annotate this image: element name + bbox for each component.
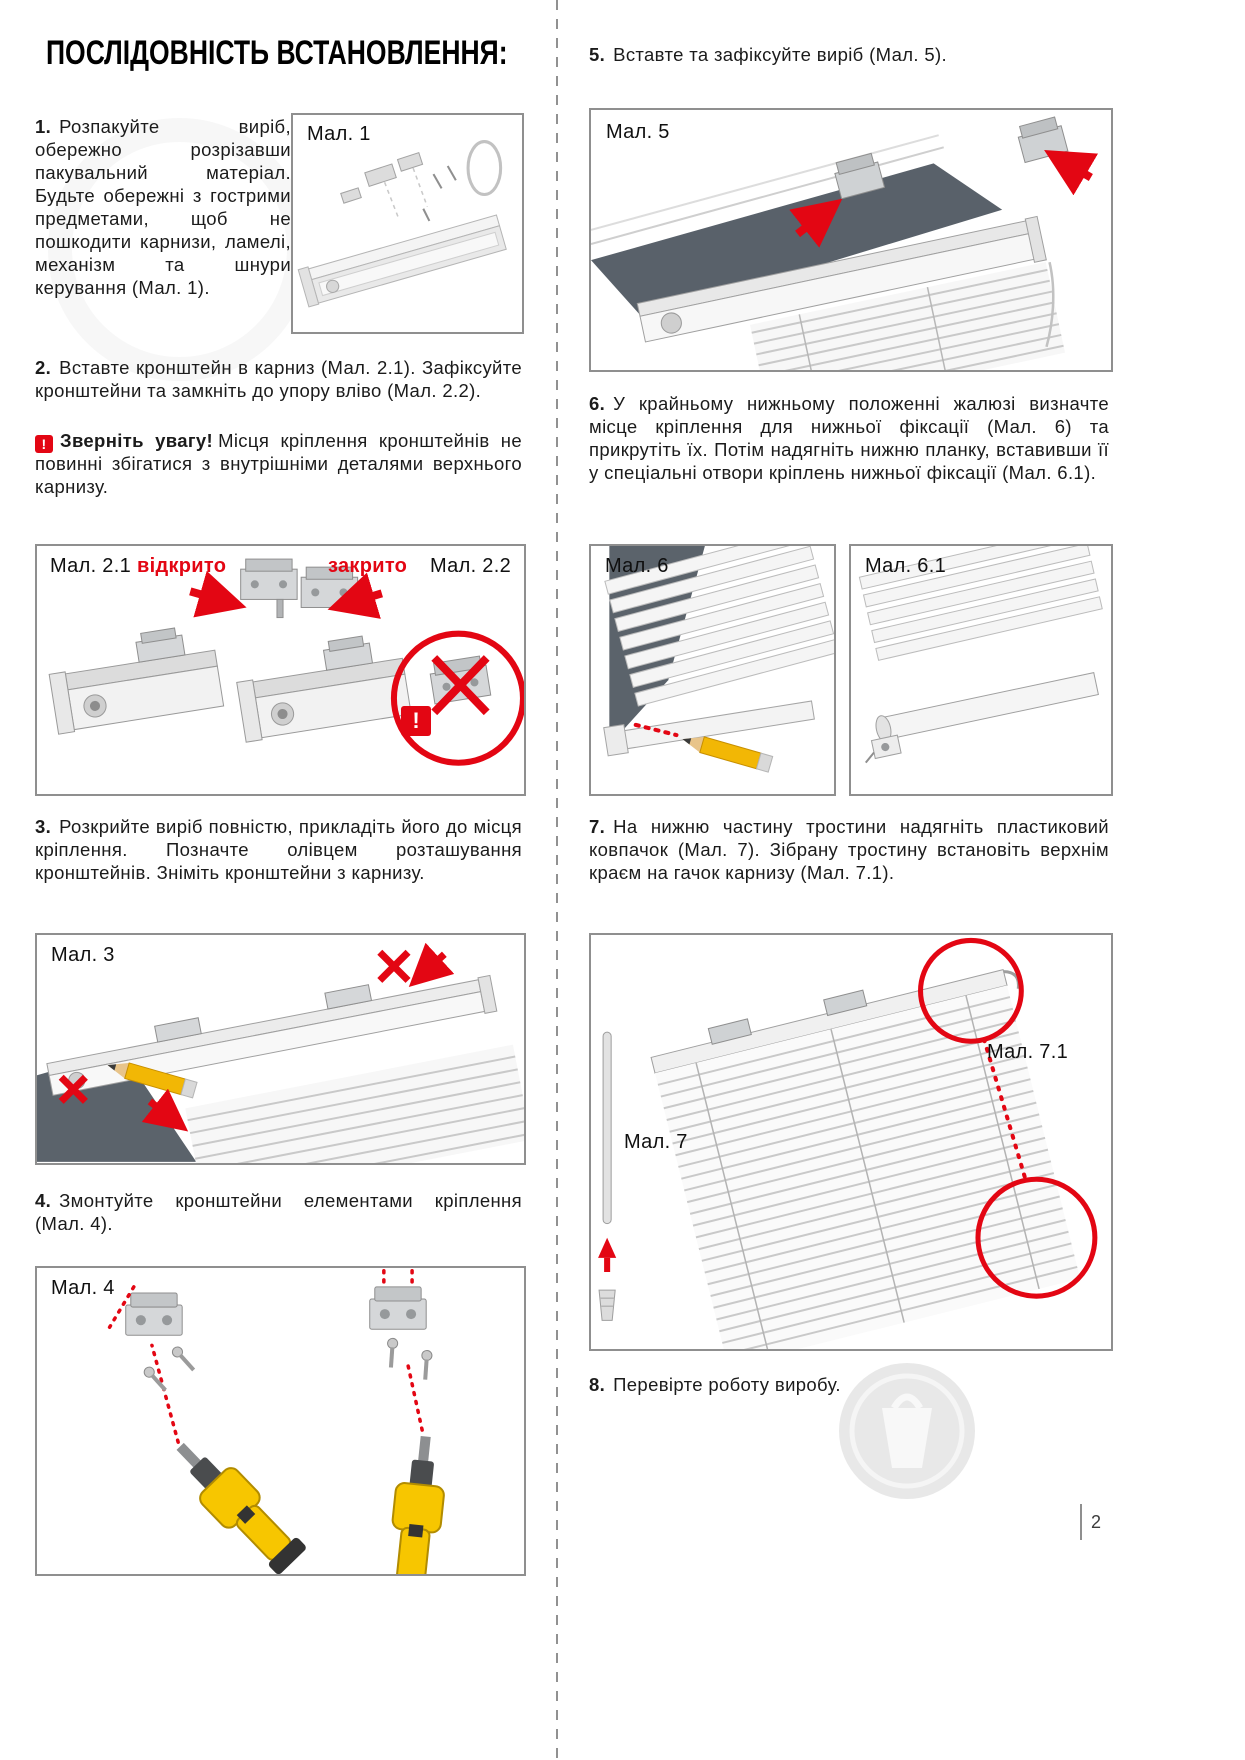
drill-icon bbox=[385, 1434, 450, 1574]
step-3-text: Розкрийте виріб повністю, прикладіть його до місця кріплення. Позначте олівцем розташування кронштейнів. Зніміть кронштейни з карнизу. bbox=[35, 816, 522, 883]
step-1 bbox=[35, 116, 291, 300]
figure-1 bbox=[291, 113, 524, 334]
drilling-brackets-illustration bbox=[37, 1268, 524, 1574]
screw-icon bbox=[170, 1345, 197, 1373]
bottom-fixation-marking-illustration bbox=[591, 546, 834, 794]
warning-note bbox=[35, 430, 522, 499]
step-3-number: 3. bbox=[35, 816, 52, 837]
figure-1-label: Мал. 1 bbox=[307, 123, 371, 145]
step-5-number: 5. bbox=[589, 44, 606, 65]
brand-badge-icon bbox=[832, 1356, 982, 1506]
step-4-text: Змонтуйте кронштейни елементами кріплення (Мал. 4). bbox=[35, 1190, 522, 1234]
step-3 bbox=[35, 816, 522, 885]
step-4-number: 4. bbox=[35, 1190, 52, 1211]
cornice-exploded-illustration bbox=[293, 115, 522, 332]
red-arrow-top-icon bbox=[418, 954, 444, 978]
figure-6 bbox=[589, 544, 836, 796]
blinds bbox=[648, 953, 1092, 1349]
warning-badge: ! bbox=[401, 706, 431, 736]
slats bbox=[185, 1045, 524, 1163]
figure-5-label: Мал. 5 bbox=[606, 121, 670, 143]
page-number-rule bbox=[1080, 1504, 1082, 1540]
bottom-rail bbox=[857, 671, 1102, 763]
hanging-blinds-illustration bbox=[591, 110, 1111, 370]
figure-6-1-label: Мал. 6.1 bbox=[865, 555, 946, 577]
figure-3-label: Мал. 3 bbox=[51, 944, 115, 966]
step-2-text: Вставте кронштейн в карниз (Мал. 2.1). Зафіксуйте кронштейни та замкніть до упору вліво (Мал. 2.2). bbox=[35, 357, 522, 401]
figure-6-1 bbox=[849, 544, 1113, 796]
left-bracket bbox=[126, 1293, 182, 1335]
step-8-number: 8. bbox=[589, 1374, 606, 1395]
step-6-text: У крайньому нижньому положенні жалюзі визначте місце кріплення для нижньої фіксації (Мал. 6) та прикрутіть їх. Потім надягніть нижню планку, вставивши її у спеціальні отвори кріплень нижньої фіксації (Мал. 6.1). bbox=[589, 393, 1109, 483]
screw-icon bbox=[386, 1338, 398, 1368]
figure-2-2-label: Мал. 2.2 bbox=[430, 555, 511, 577]
figure-6-label: Мал. 6 bbox=[605, 555, 669, 577]
tilt-wand bbox=[603, 1032, 611, 1223]
figure-2-open-label: відкрито bbox=[137, 555, 227, 577]
page-title: ПОСЛІДОВНІСТЬ ВСТАНОВЛЕННЯ: bbox=[46, 34, 508, 72]
screw-icon bbox=[420, 1350, 432, 1380]
warning-icon: ! bbox=[35, 435, 53, 453]
step-2 bbox=[35, 357, 522, 403]
step-6 bbox=[589, 393, 1109, 485]
figure-5 bbox=[589, 108, 1113, 372]
red-x-top-icon bbox=[380, 952, 408, 980]
screws bbox=[423, 166, 456, 221]
drill-icon bbox=[163, 1430, 310, 1574]
red-arrow-left-icon bbox=[190, 591, 232, 603]
right-bracket bbox=[370, 1287, 426, 1329]
step-6-number: 6. bbox=[589, 393, 606, 414]
bottom-rail-clip-illustration bbox=[851, 546, 1111, 794]
figure-2-closed-label: закрито bbox=[328, 555, 408, 577]
figure-2 bbox=[35, 544, 526, 796]
plastic-cap bbox=[599, 1290, 615, 1320]
bracket-mounting-illustration bbox=[37, 546, 524, 794]
step-5-text: Вставте та зафіксуйте виріб (Мал. 5). bbox=[613, 44, 948, 65]
screw-icon bbox=[142, 1365, 169, 1393]
step-2-number: 2. bbox=[35, 357, 52, 378]
step-1-number: 1. bbox=[35, 116, 52, 137]
figure-7-label: Мал. 7 bbox=[624, 1131, 688, 1153]
red-arrow-right-icon bbox=[1057, 157, 1091, 177]
step-1-text: Розпакуйте виріб, обережно розрізавши пакувальний матеріал. Будьте обережні з гострими предметами, щоб не пошкодити карнизи, ламелі, механізм та шнури керування (Мал. 1). bbox=[35, 116, 291, 298]
marking-positions-illustration bbox=[37, 935, 524, 1163]
figure-4-label: Мал. 4 bbox=[51, 1277, 115, 1299]
warning-title: Зверніть увагу! bbox=[60, 430, 214, 451]
step-4 bbox=[35, 1190, 522, 1236]
figure-7 bbox=[589, 933, 1113, 1351]
step-5 bbox=[589, 44, 1109, 67]
figure-7-1-label: Мал. 7.1 bbox=[987, 1041, 1068, 1063]
figure-4 bbox=[35, 1266, 526, 1576]
step-7-text: На нижню частину тростини надягніть пластиковий ковпачок (Мал. 7). Зібрану тростину встановіть верхнім краєм на гачок карнизу (Мал. 7.1). bbox=[589, 816, 1109, 883]
loose-bracket-parts bbox=[341, 153, 423, 204]
warning-text: Місця кріплення кронштейнів не повинні збігатися з внутрішніми деталями верхнього карнизу. bbox=[35, 430, 522, 497]
watermark-logo bbox=[832, 1356, 982, 1506]
step-7 bbox=[589, 816, 1109, 885]
red-up-arrow-icon bbox=[598, 1238, 616, 1272]
figure-3 bbox=[35, 933, 526, 1165]
column-divider bbox=[556, 0, 558, 1760]
figure-2-1-label: Мал. 2.1 bbox=[50, 555, 131, 577]
step-7-number: 7. bbox=[589, 816, 606, 837]
control-cord bbox=[468, 142, 501, 195]
step-8-text: Перевірте роботу виробу. bbox=[613, 1374, 841, 1395]
page-number: 2 bbox=[1091, 1512, 1102, 1532]
